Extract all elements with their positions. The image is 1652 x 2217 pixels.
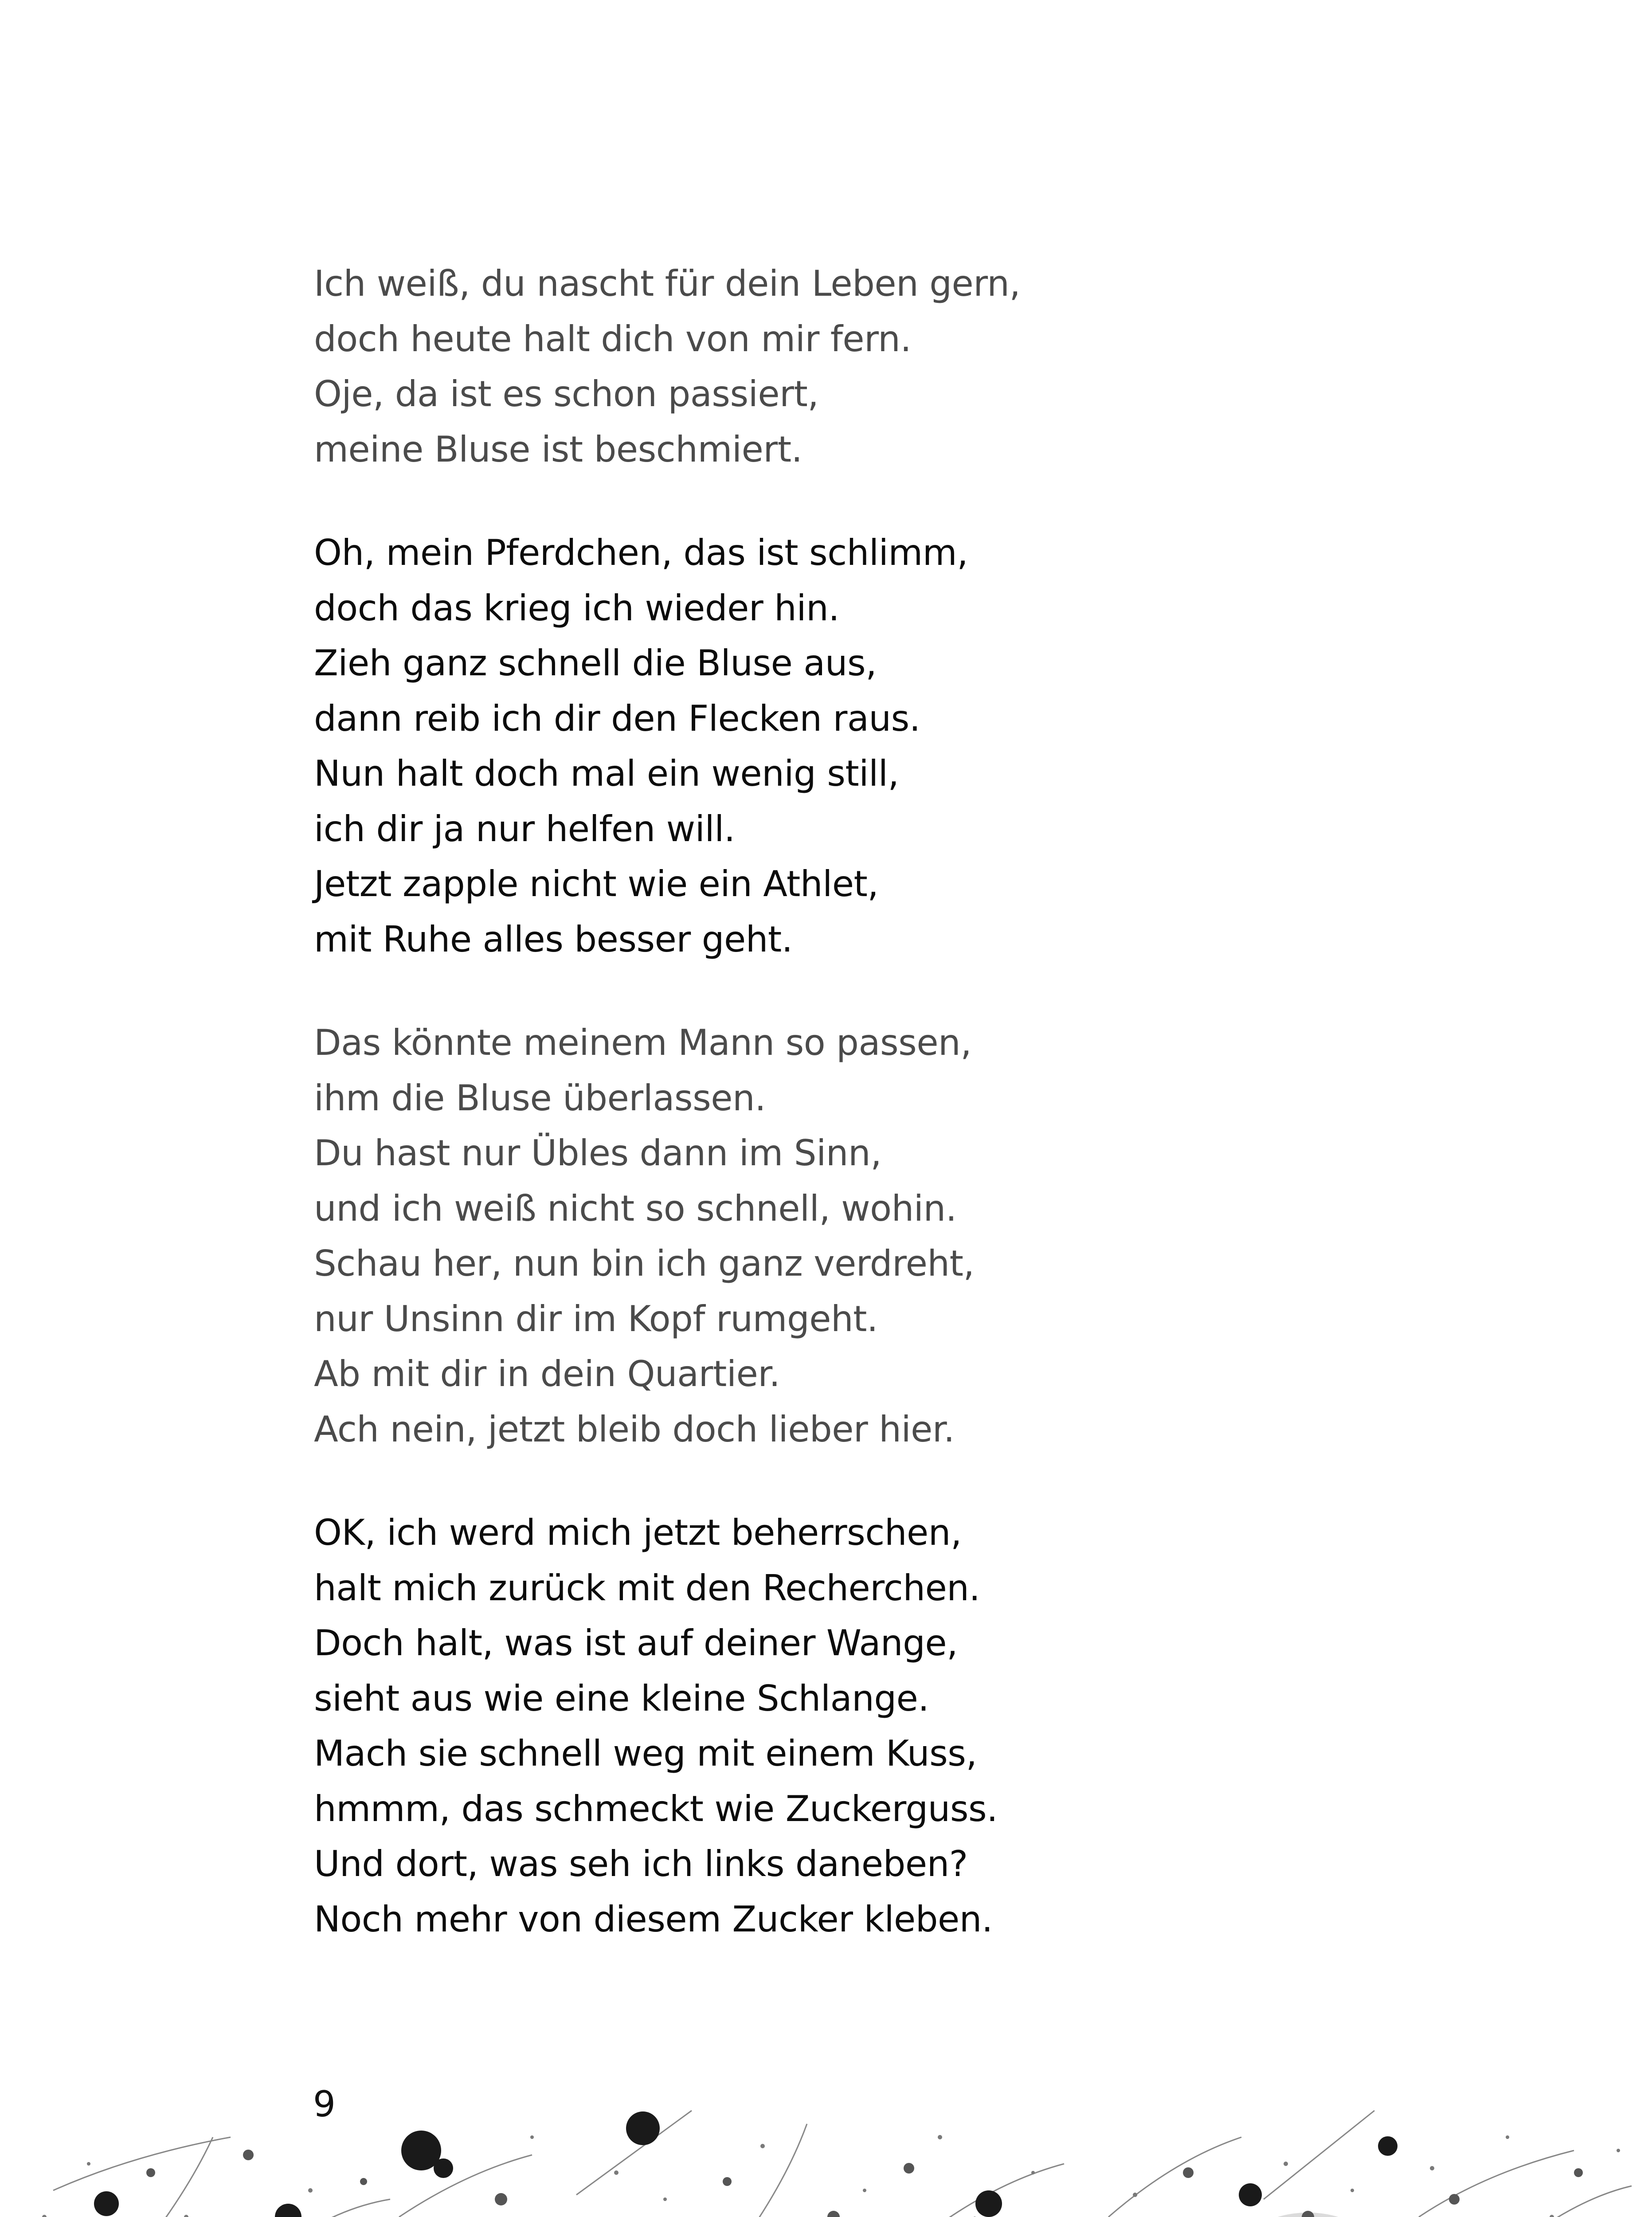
poem-line: Du hast nur Übles dann im Sinn, xyxy=(314,1132,882,1174)
stanza-3 xyxy=(314,1015,1467,1457)
poem-line: Ich weiß, du nascht für dein Leben gern, xyxy=(314,263,1021,304)
poem-line: Jetzt zapple nicht wie ein Athlet, xyxy=(314,863,879,905)
poem-line: Ab mit dir in dein Quartier. xyxy=(314,1353,780,1394)
ink-splatter-decoration xyxy=(0,2084,1652,2217)
poem-line: und ich weiß nicht so schnell, wohin. xyxy=(314,1187,957,1229)
poem-line: ich dir ja nur helfen will. xyxy=(314,808,735,850)
poem-line: ihm die Bluse überlassen. xyxy=(314,1077,766,1119)
poem-line: Zieh ganz schnell die Bluse aus, xyxy=(314,642,877,684)
stanza-4 xyxy=(314,1505,1467,1947)
poem-line: sieht aus wie eine kleine Schlange. xyxy=(314,1677,929,1719)
poem-line: nur Unsinn dir im Kopf rumgeht. xyxy=(314,1298,878,1340)
poem-line: Oh, mein Pferdchen, das ist schlimm, xyxy=(314,532,968,573)
poem-line: doch das krieg ich wieder hin. xyxy=(314,587,840,629)
poem-line: Noch mehr von diesem Zucker kleben. xyxy=(314,1898,993,1940)
page-number: 9 xyxy=(313,2084,336,2125)
poem-line: dann reib ich dir den Flecken raus. xyxy=(314,697,920,739)
poem-line: OK, ich werd mich jetzt beherrschen, xyxy=(314,1512,962,1553)
poem-line: Und dort, was seh ich links daneben? xyxy=(314,1843,968,1884)
poem-line: doch heute halt dich von mir fern. xyxy=(314,318,912,360)
stanza-1 xyxy=(314,256,1467,477)
poem-line: hmmm, das schmeckt wie Zuckerguss. xyxy=(314,1788,998,1829)
poem-line: Oje, da ist es schon passiert, xyxy=(314,373,819,415)
poem-line: Das könnte meinem Mann so passen, xyxy=(314,1022,972,1063)
poem xyxy=(314,256,1467,1995)
poem-line: halt mich zurück mit den Recherchen. xyxy=(314,1567,980,1609)
stanza-2 xyxy=(314,525,1467,967)
poem-line: Schau her, nun bin ich ganz verdreht, xyxy=(314,1243,975,1284)
poem-line: Mach sie schnell weg mit einem Kuss, xyxy=(314,1733,977,1774)
poem-line: Ach nein, jetzt bleib doch lieber hier. xyxy=(314,1408,955,1450)
poem-line: Nun halt doch mal ein wenig still, xyxy=(314,753,899,794)
poem-line: Doch halt, was ist auf deiner Wange, xyxy=(314,1622,958,1664)
poem-line: mit Ruhe alles besser geht. xyxy=(314,918,793,960)
poem-line: meine Bluse ist beschmiert. xyxy=(314,428,803,470)
